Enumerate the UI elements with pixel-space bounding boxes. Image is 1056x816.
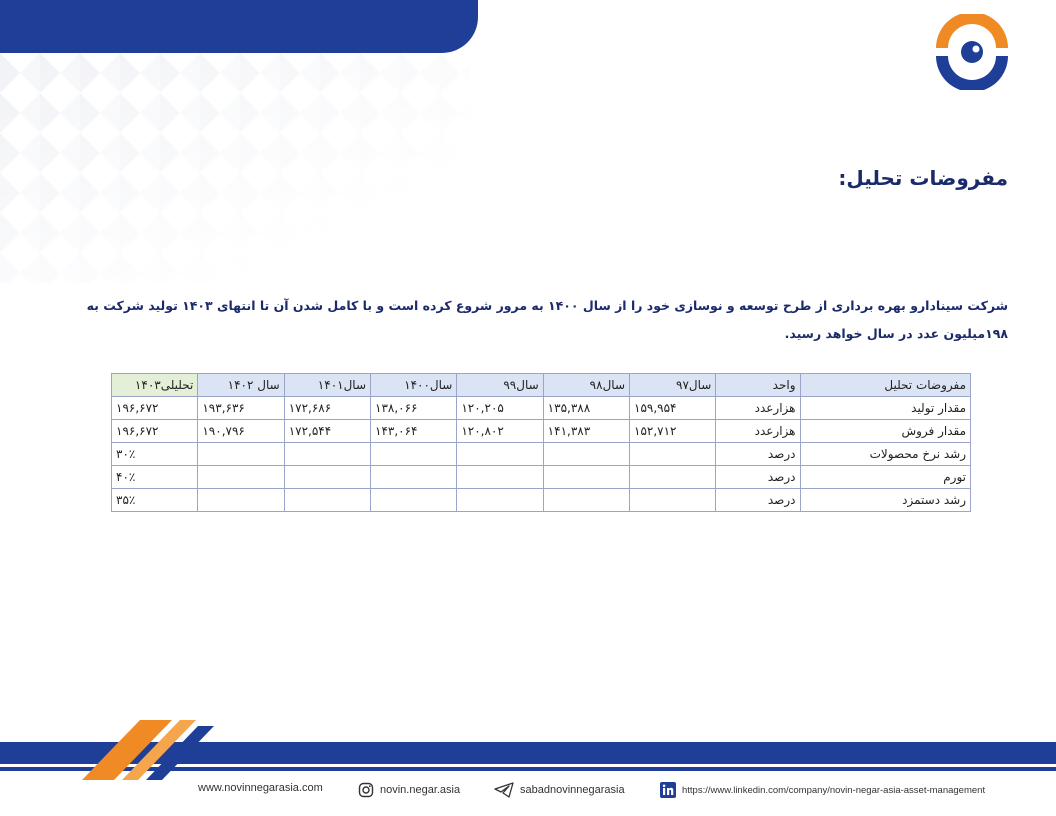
table-cell: ۳۰٪ xyxy=(112,443,198,466)
column-header: واحد xyxy=(716,374,800,397)
row-label: تورم xyxy=(800,466,971,489)
table-cell: ۱۵۹,۹۵۴ xyxy=(630,397,716,420)
table-cell xyxy=(630,443,716,466)
column-header: سال ۱۴۰۲ xyxy=(198,374,284,397)
linkedin-text: https://www.linkedin.com/company/novin-negar-asia-asset-management xyxy=(682,784,986,796)
table-header-row xyxy=(112,374,971,397)
row-unit: هزارعدد xyxy=(716,420,800,443)
column-header: سال۹۹ xyxy=(457,374,543,397)
table-cell: ۱۹۶,۶۷۲ xyxy=(112,420,198,443)
row-label: مقدار تولید xyxy=(800,397,971,420)
row-label: رشد نرخ محصولات xyxy=(800,443,971,466)
row-unit: درصد xyxy=(716,489,800,512)
background-triangle-pattern xyxy=(0,53,470,283)
table-cell xyxy=(284,443,370,466)
website-link[interactable] xyxy=(198,782,323,794)
telegram-icon xyxy=(494,782,514,798)
table-cell xyxy=(543,466,629,489)
linkedin-link[interactable] xyxy=(660,782,985,798)
table-cell: ۱۹۳,۶۳۶ xyxy=(198,397,284,420)
row-unit: هزارعدد xyxy=(716,397,800,420)
column-header: مفروضات تحلیل xyxy=(800,374,971,397)
linkedin-icon xyxy=(660,782,676,798)
table-cell xyxy=(198,466,284,489)
eye-logo-icon xyxy=(928,14,1016,90)
footer-links xyxy=(0,776,1056,806)
page-heading: مفروضات تحلیل: xyxy=(838,166,1008,190)
table-cell xyxy=(457,466,543,489)
telegram-text: sabadnovinnegarasia xyxy=(520,784,625,796)
table-cell xyxy=(198,443,284,466)
telegram-link[interactable] xyxy=(494,782,625,798)
column-header-forecast: تحلیلی۱۴۰۳ xyxy=(112,374,198,397)
table-cell xyxy=(284,489,370,512)
table-cell: ۱۴۳,۰۶۴ xyxy=(371,420,457,443)
row-label: مقدار فروش xyxy=(800,420,971,443)
table-cell xyxy=(543,489,629,512)
table-row xyxy=(112,466,971,489)
table-cell xyxy=(371,443,457,466)
table-cell xyxy=(630,489,716,512)
table-cell xyxy=(371,489,457,512)
table-cell: ۱۴۱,۳۸۳ xyxy=(543,420,629,443)
table-cell: ۱۷۲,۵۴۴ xyxy=(284,420,370,443)
row-label: رشد دستمزد xyxy=(800,489,971,512)
column-header: سال۱۴۰۱ xyxy=(284,374,370,397)
table-cell: ۱۵۲,۷۱۲ xyxy=(630,420,716,443)
table-cell xyxy=(371,466,457,489)
table-cell xyxy=(543,443,629,466)
instagram-link[interactable] xyxy=(358,782,460,798)
table-cell: ۱۹۰,۷۹۶ xyxy=(198,420,284,443)
table-cell xyxy=(198,489,284,512)
table-cell: ۱۲۰,۸۰۲ xyxy=(457,420,543,443)
row-unit: درصد xyxy=(716,443,800,466)
table-cell xyxy=(457,443,543,466)
table-cell: ۱۷۲,۶۸۶ xyxy=(284,397,370,420)
column-header: سال۹۸ xyxy=(543,374,629,397)
instagram-icon xyxy=(358,782,374,798)
table-row xyxy=(112,420,971,443)
top-banner xyxy=(0,0,478,53)
website-text: www.novinnegarasia.com xyxy=(198,782,323,794)
column-header: سال۱۴۰۰ xyxy=(371,374,457,397)
intro-paragraph: شرکت سینادارو بهره برداری از طرح توسعه و نوسازی خود را از سال ۱۴۰۰ به مرور شروع کرده است و با کامل شدن آن تا انتهای ۱۴۰۳ تولید شرکت به ۱۹۸میلیون عدد در سال خواهد رسید. xyxy=(86,298,1008,341)
table-cell xyxy=(457,489,543,512)
table-cell xyxy=(284,466,370,489)
table-cell xyxy=(630,466,716,489)
table-row xyxy=(112,443,971,466)
column-header: سال۹۷ xyxy=(630,374,716,397)
table-cell: ۱۹۶,۶۷۲ xyxy=(112,397,198,420)
table-row xyxy=(112,397,971,420)
table-cell: ۳۵٪ xyxy=(112,489,198,512)
assumptions-table xyxy=(111,373,971,512)
instagram-text: novin.negar.asia xyxy=(380,784,461,796)
row-unit: درصد xyxy=(716,466,800,489)
table-cell: ۱۳۵,۳۸۸ xyxy=(543,397,629,420)
table-cell: ۴۰٪ xyxy=(112,466,198,489)
table-cell: ۱۳۸,۰۶۶ xyxy=(371,397,457,420)
table-row xyxy=(112,489,971,512)
table-cell: ۱۲۰,۲۰۵ xyxy=(457,397,543,420)
